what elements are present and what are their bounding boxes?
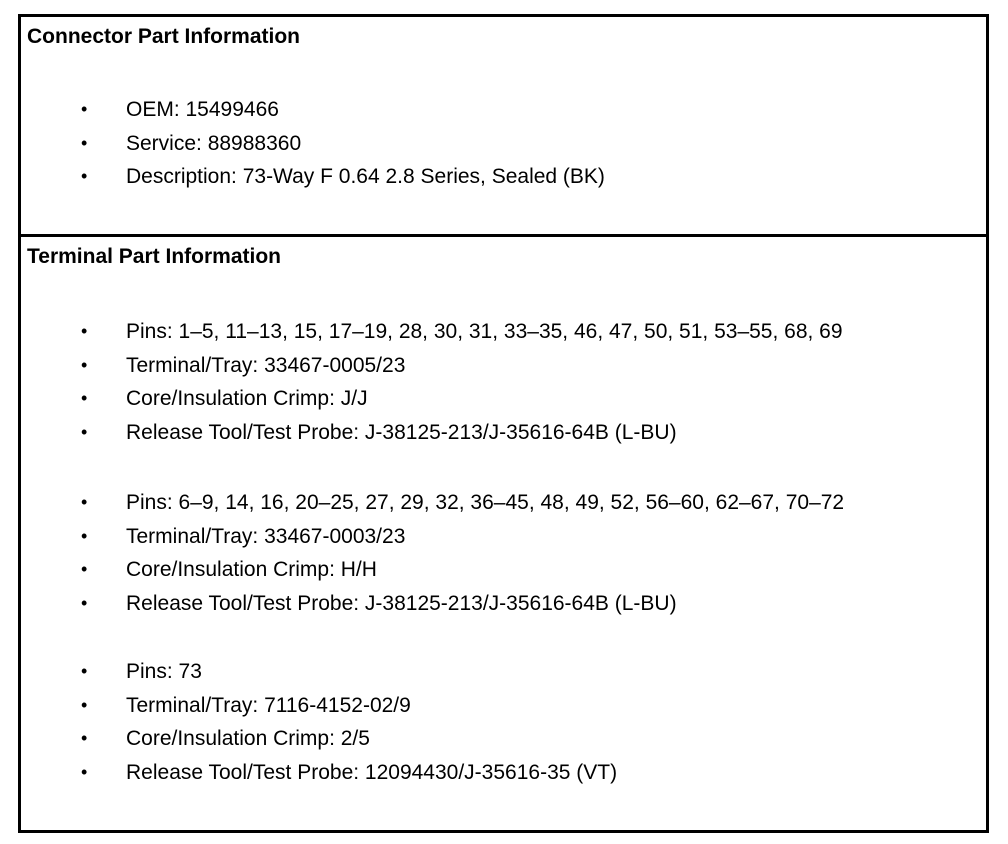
list-item	[21, 416, 986, 450]
list-item	[21, 93, 986, 127]
bullet-icon: •	[81, 592, 88, 613]
list-item	[21, 520, 986, 554]
list-item	[21, 722, 986, 756]
bullet-icon: •	[81, 728, 88, 748]
bullet-icon: •	[81, 559, 88, 579]
list-item	[21, 315, 986, 349]
terminal-group-3	[21, 655, 986, 789]
bullet-icon: •	[81, 99, 88, 119]
pins-text: Pins: 1–5, 11–13, 15, 17–19, 28, 30, 31, 33–35, 46, 47, 50, 51, 53–55, 68, 69	[126, 320, 843, 343]
list-item	[21, 655, 986, 689]
list-item	[21, 689, 986, 723]
connector-oem: OEM: 15499466	[126, 98, 279, 121]
list-item	[21, 553, 986, 587]
terminal-tray-text: Terminal/Tray: 7116-4152-02/9	[126, 693, 411, 717]
terminal-section	[21, 237, 986, 830]
list-item	[21, 587, 986, 621]
crimp-text: Core/Insulation Crimp: 2/5	[126, 727, 370, 750]
connector-title: Connector Part Information	[27, 25, 301, 48]
list-item	[21, 127, 986, 161]
release-tool-text: Release Tool/Test Probe: J-38125-213/J-35616-64B (L-BU)	[126, 591, 677, 615]
bullet-icon: •	[81, 421, 88, 442]
list-item	[21, 349, 986, 383]
bullet-icon: •	[81, 761, 88, 782]
list-item	[21, 486, 986, 520]
list-item	[21, 160, 986, 194]
connector-description: Description: 73-Way F 0.64 2.8 Series, Sealed (BK)	[126, 165, 605, 188]
info-table	[18, 14, 989, 833]
bullet-icon: •	[81, 661, 88, 681]
connector-list	[21, 93, 986, 194]
bullet-icon: •	[81, 321, 88, 341]
terminal-group-1	[21, 315, 986, 449]
bullet-icon: •	[81, 492, 88, 512]
bullet-icon: •	[81, 388, 88, 408]
list-item	[21, 382, 986, 416]
bullet-icon: •	[81, 132, 88, 153]
release-tool-text: Release Tool/Test Probe: 12094430/J-35616-35 (VT)	[126, 760, 618, 784]
terminal-group-2	[21, 486, 986, 620]
connector-section	[21, 17, 986, 237]
bullet-icon: •	[81, 694, 88, 715]
bullet-icon: •	[81, 166, 88, 186]
terminal-title: Terminal Part Information	[27, 245, 281, 268]
list-item	[21, 756, 986, 790]
terminal-tray-text: Terminal/Tray: 33467-0005/23	[126, 353, 406, 377]
release-tool-text: Release Tool/Test Probe: J-38125-213/J-35616-64B (L-BU)	[126, 420, 677, 444]
crimp-text: Core/Insulation Crimp: J/J	[126, 387, 368, 410]
connector-service: Service: 88988360	[126, 131, 302, 155]
bullet-icon: •	[81, 525, 88, 546]
pins-text: Pins: 6–9, 14, 16, 20–25, 27, 29, 32, 36–45, 48, 49, 52, 56–60, 62–67, 70–72	[126, 491, 845, 514]
pins-text: Pins: 73	[126, 660, 202, 683]
terminal-tray-text: Terminal/Tray: 33467-0003/23	[126, 524, 406, 548]
crimp-text: Core/Insulation Crimp: H/H	[126, 558, 377, 581]
bullet-icon: •	[81, 354, 88, 375]
